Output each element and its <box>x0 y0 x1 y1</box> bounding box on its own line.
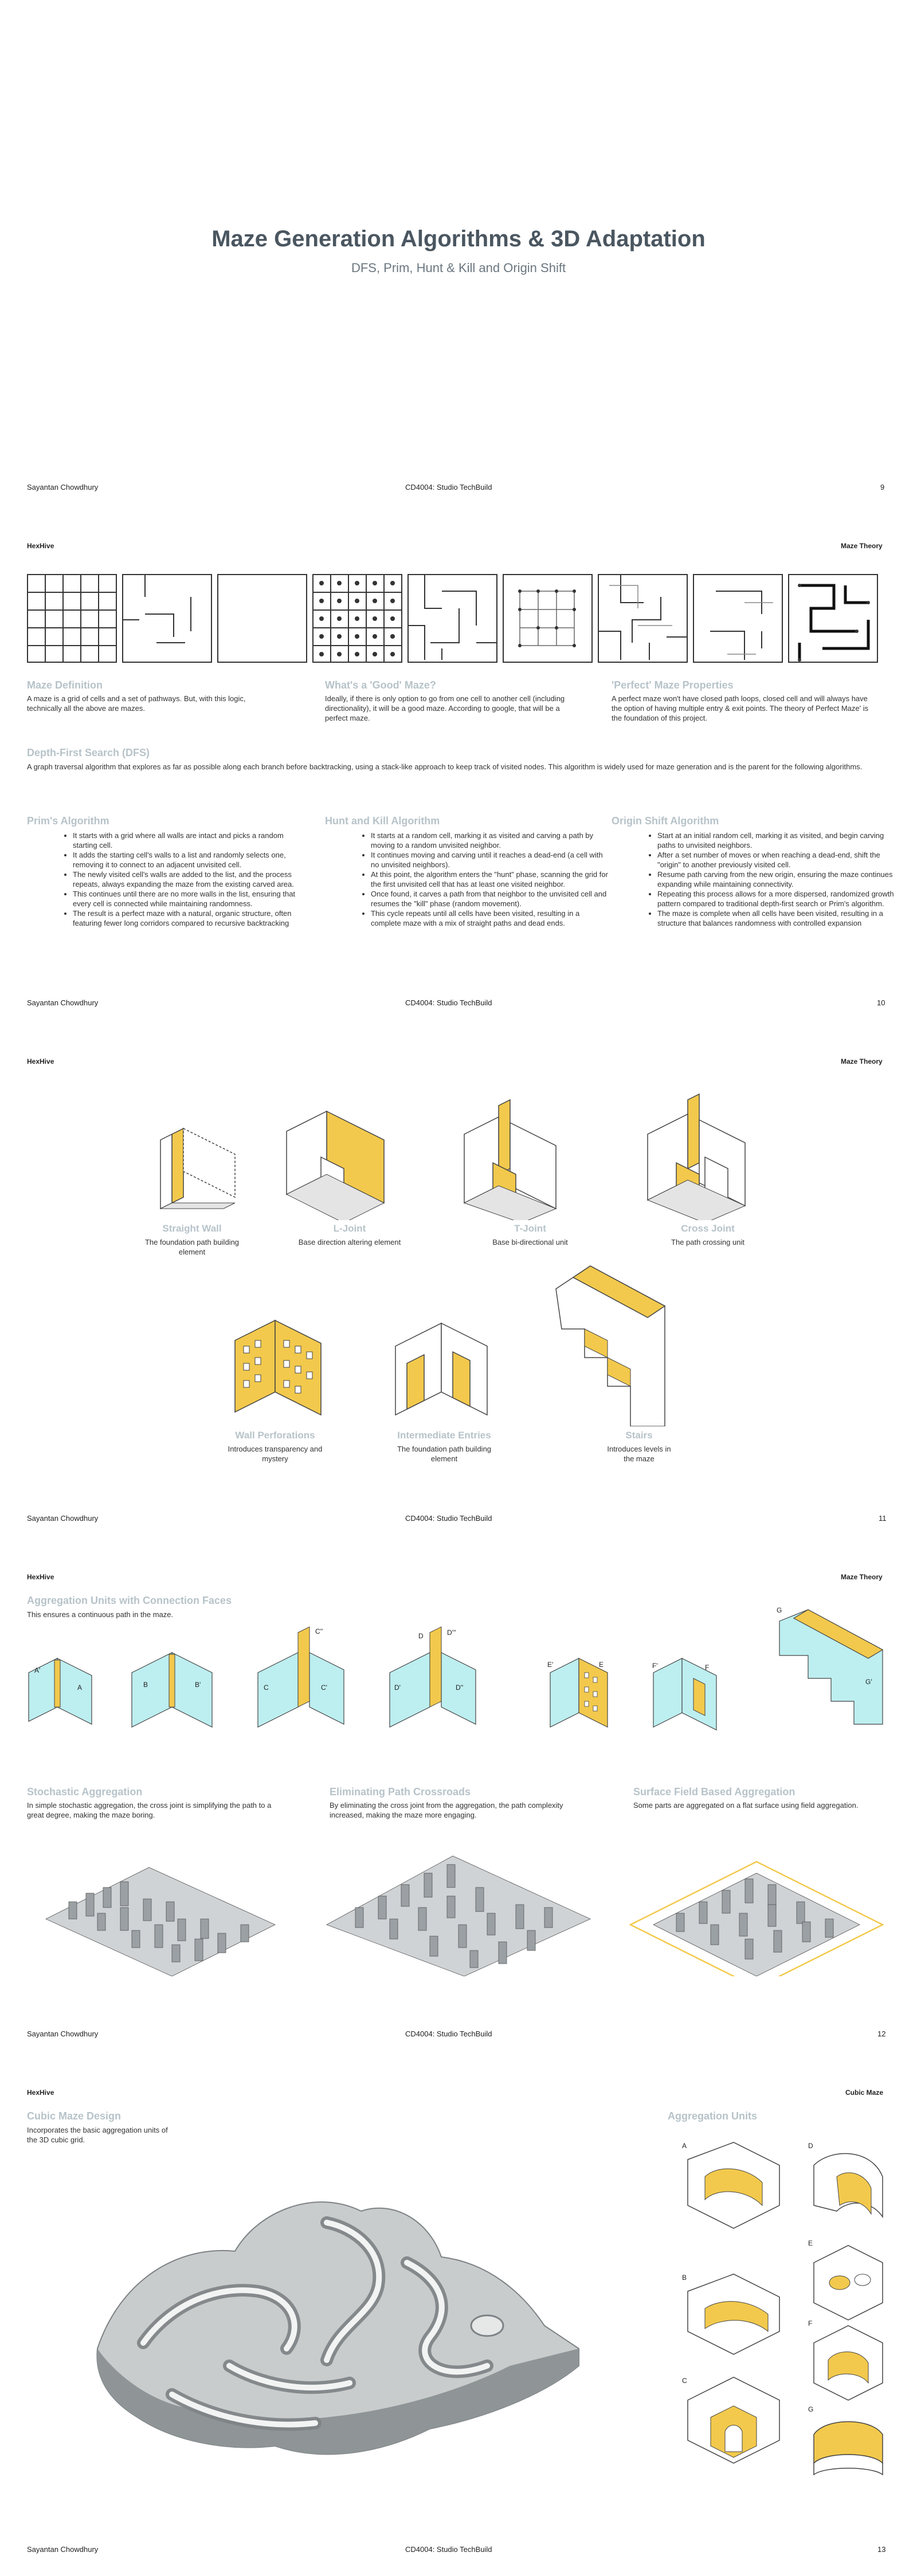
stochastic-aggregation-drawing <box>46 1867 275 1976</box>
footer-author: Sayantan Chowdhury <box>27 2030 99 2038</box>
element-title: Wall Perforations <box>235 1430 315 1441</box>
prim-step: • The result is a perfect maze with a natural, organic structure, often featuring fewer long corridors compared to recursive backtracking <box>73 909 308 928</box>
unit-label: G <box>808 2405 814 2413</box>
section-label: Maze Theory <box>841 1573 883 1581</box>
prim-step: • It adds the starting cell's walls to a list and randomly selects one, removing it to connect to an adjacent unvisited cell. <box>73 850 308 870</box>
dfs-title: Depth-First Search (DFS) <box>27 747 150 758</box>
element-title: T-Joint <box>514 1223 546 1234</box>
hunt-kill-step: • Once found, it carves a path from that neighbor to the unvisited cell and resumes the "kill" phase (random movement). <box>371 889 612 909</box>
origin-shift-step: • The maze is complete when all cells have been visited, resulting in a structure that balances randomness with controlled expansion <box>657 909 904 928</box>
footer-course: CD4004: Studio TechBuild <box>405 483 492 491</box>
face-label: E <box>599 1661 604 1669</box>
cubic-unit-e <box>808 2239 883 2320</box>
footer-course: CD4004: Studio TechBuild <box>405 1514 492 1523</box>
unit-label: A <box>682 2142 687 2150</box>
face-label: D'' <box>456 1684 464 1692</box>
element-desc: Base direction altering element <box>298 1238 401 1246</box>
cubic-maze-illustration <box>86 2177 590 2475</box>
face-label: G <box>777 1606 782 1614</box>
face-label: E' <box>547 1661 554 1669</box>
cubic-unit-a <box>682 2142 779 2228</box>
footer-author: Sayantan Chowdhury <box>27 2545 99 2554</box>
surface-field-drawing <box>630 1862 883 1976</box>
perfect-maze-text: A perfect maze won't have closed path loops, closed cell and will always have the option of having multiple entry & exit points. The theory of Perfect Maze' is the foundation of this project. <box>612 694 869 722</box>
hunt-kill-title: Hunt and Kill Algorithm <box>325 815 440 827</box>
element-desc: The foundation path building element <box>397 1445 492 1463</box>
prim-title: Prim's Algorithm <box>27 815 109 827</box>
straight-wall-drawing <box>160 1128 235 1209</box>
origin-shift-step: • Start at an initial random cell, marking it as visited, and begin carving paths to unvisited neighbors. <box>657 831 904 850</box>
surface-text: Some parts are aggregated on a flat surface using field aggregation. <box>633 1801 859 1810</box>
origin-shift-step: • Repeating this process allows for a more dispersed, randomized growth pattern compared to traditional depth-first search or Prim's algorithm. <box>657 889 904 909</box>
aggregation-units-illustration <box>23 1604 894 1736</box>
face-label: F' <box>652 1662 658 1670</box>
t-joint-drawing <box>464 1100 556 1220</box>
perforated-wall-drawing <box>235 1320 321 1415</box>
eliminating-crossroads-drawing <box>327 1856 590 1976</box>
footer-course: CD4004: Studio TechBuild <box>405 998 492 1007</box>
hunt-kill-step: • At this point, the algorithm enters the "hunt" phase, scanning the grid for the first unvisited cell that has at least one visited neighbor. <box>371 870 612 889</box>
face-label: C <box>264 1684 269 1692</box>
unit-label: F <box>808 2319 813 2327</box>
unit-b <box>132 1653 212 1727</box>
perfect-maze-title: 'Perfect' Maze Properties <box>612 679 734 691</box>
face-label: C'' <box>315 1627 323 1635</box>
cubic-unit-d <box>808 2142 883 2217</box>
maze-3-empty <box>218 575 307 662</box>
unit-e <box>547 1658 608 1727</box>
element-title: Intermediate Entries <box>397 1430 491 1441</box>
unit-label: C <box>682 2377 687 2385</box>
stochastic-title: Stochastic Aggregation <box>27 1786 143 1798</box>
face-label: B <box>143 1681 148 1689</box>
cubic-text: Incorporates the basic aggregation units of the 3D cubic grid. <box>27 2126 168 2144</box>
origin-shift-title: Origin Shift Algorithm <box>612 815 719 827</box>
face-label: D' <box>394 1684 401 1692</box>
cubic-unit-g <box>808 2405 883 2475</box>
maze-grid-row <box>27 574 890 663</box>
unit-g <box>777 1606 883 1724</box>
prim-steps <box>27 831 308 928</box>
maze-4-dots <box>313 575 402 662</box>
face-label: B' <box>195 1681 201 1689</box>
unit-c <box>258 1627 344 1727</box>
element-desc: The path crossing unit <box>671 1238 744 1246</box>
unit-label: D <box>808 2142 813 2150</box>
hunt-kill-step: • It continues moving and carving until it reaches a dead-end (a cell with no unvisited neighbors). <box>371 850 612 870</box>
origin-shift-step: • Resume path carving from the new origin, ensuring the maze continues expanding while maintaining connectivity. <box>657 870 904 889</box>
footer-course: CD4004: Studio TechBuild <box>405 2030 492 2038</box>
cubic-unit-b <box>682 2274 779 2354</box>
face-label: C' <box>321 1684 327 1692</box>
intermediate-entry-drawing <box>395 1323 487 1415</box>
unit-a <box>29 1658 92 1724</box>
brand-label: HexHive <box>27 2089 54 2097</box>
unit-label: E <box>808 2239 813 2247</box>
footer-author: Sayantan Chowdhury <box>27 998 99 1007</box>
element-title: Straight Wall <box>162 1223 222 1234</box>
face-label: F <box>705 1663 710 1672</box>
maze-5-carved <box>408 575 497 662</box>
page-number: 10 <box>877 998 885 1007</box>
footer-author: Sayantan Chowdhury <box>27 1514 99 1523</box>
maze-9-final <box>789 575 877 662</box>
page-number: 13 <box>877 2545 886 2554</box>
aggregation-units-cubic <box>671 2131 888 2486</box>
unit-f <box>652 1658 716 1730</box>
maze-1-grid <box>28 575 116 662</box>
brand-label: HexHive <box>27 1057 54 1065</box>
face-label: A' <box>34 1666 41 1674</box>
units-title: Aggregation Units <box>668 2110 757 2122</box>
face-label: D <box>418 1632 424 1640</box>
cubic-unit-c <box>682 2377 779 2463</box>
hunt-kill-step: • It starts at a random cell, marking it as visited and carving a path by moving to a random unvisited neighbor. <box>371 831 612 850</box>
hunt-kill-step: • This cycle repeats until all cells have been visited, resulting in a complete maze with a mix of straight paths and dead ends. <box>371 909 612 928</box>
eliminating-text: By eliminating the cross joint from the aggregation, the path complexity increased, making the maze more engaging. <box>330 1801 563 1819</box>
maze-definition-text: A maze is a grid of cells and a set of pathways. But, with this logic, technically all the above are mazes. <box>27 694 246 713</box>
brand-label: HexHive <box>27 542 54 550</box>
aggregation-results-illustration <box>34 1839 888 1976</box>
special-elements-illustration <box>218 1254 693 1426</box>
page-number: 9 <box>880 483 885 491</box>
unit-d <box>390 1627 476 1727</box>
maze-6-nodes <box>503 575 592 662</box>
stochastic-text: In simple stochastic aggregation, the cross joint is simplifying the path to a great degree, making the maze boring. <box>27 1801 272 1819</box>
cross-joint-drawing <box>648 1094 745 1220</box>
good-maze-text: Ideally, if there is only option to go from one cell to another cell (including directionality), it will be a good maze. According to google, that will be a perfect maze. <box>325 694 565 722</box>
element-title: Stairs <box>625 1430 653 1441</box>
cubic-title: Cubic Maze Design <box>27 2110 122 2122</box>
face-label: G' <box>865 1678 872 1686</box>
page-number: 11 <box>879 1514 887 1523</box>
element-desc: Introduces transparency and mystery <box>228 1445 323 1463</box>
l-joint-drawing <box>287 1111 384 1220</box>
element-desc: The foundation path building element <box>144 1238 240 1256</box>
maze-7-paths <box>598 575 687 662</box>
element-desc: Introduces levels in the maze <box>607 1445 671 1463</box>
origin-shift-step: • After a set number of moves or when reaching a dead-end, shift the "origin" to another previously visited cell. <box>657 850 904 870</box>
maze-definition-title: Maze Definition <box>27 679 103 691</box>
section-label: Cubic Maze <box>845 2089 884 2097</box>
dfs-text: A graph traversal algorithm that explores as far as possible along each branch before backtracking, using a stack-like approach to keep track of visited nodes. This algorithm is widely used for maze generation and is the parent for the following algorithms. <box>27 762 863 771</box>
face-label: D''' <box>447 1629 456 1637</box>
section-label: Maze Theory <box>841 542 883 550</box>
origin-shift-steps <box>612 831 904 928</box>
cubic-unit-f <box>808 2319 883 2400</box>
maze-2-partial <box>123 575 211 662</box>
unit-label: B <box>682 2274 687 2282</box>
aggregation-subtitle: This ensures a continuous path in the maze. <box>27 1610 174 1619</box>
prim-step: • It starts with a grid where all walls are intact and picks a random starting cell. <box>73 831 308 850</box>
cover-title: Maze Generation Algorithms & 3D Adaptation <box>211 226 706 251</box>
section-label: Maze Theory <box>841 1057 883 1065</box>
wall-elements-illustration <box>138 1088 791 1220</box>
brand-label: HexHive <box>27 1573 54 1581</box>
eliminating-title: Eliminating Path Crossroads <box>330 1786 471 1798</box>
element-title: Cross Joint <box>681 1223 735 1234</box>
surface-title: Surface Field Based Aggregation <box>633 1786 795 1798</box>
aggregation-title: Aggregation Units with Connection Faces <box>27 1595 232 1606</box>
stairs-drawing <box>556 1266 665 1426</box>
page-number: 12 <box>877 2030 886 2038</box>
face-label: A <box>77 1684 83 1692</box>
cover-subtitle: DFS, Prim, Hunt & Kill and Origin Shift <box>351 261 566 275</box>
prim-step: • This continues until there are no more walls in the list, ensuring that every cell is connected while maintaining randomness. <box>73 889 308 909</box>
hunt-kill-steps <box>325 831 612 928</box>
maze-8-solution <box>693 575 782 662</box>
footer-course: CD4004: Studio TechBuild <box>405 2545 492 2554</box>
good-maze-title: What's a 'Good' Maze? <box>325 679 436 691</box>
footer-author: Sayantan Chowdhury <box>27 483 99 491</box>
element-title: L-Joint <box>333 1223 366 1234</box>
prim-step: • The newly visited cell's walls are added to the list, and the process repeats, always expanding the maze from the existing carved area. <box>73 870 308 889</box>
element-desc: Base bi-directional unit <box>492 1238 568 1246</box>
